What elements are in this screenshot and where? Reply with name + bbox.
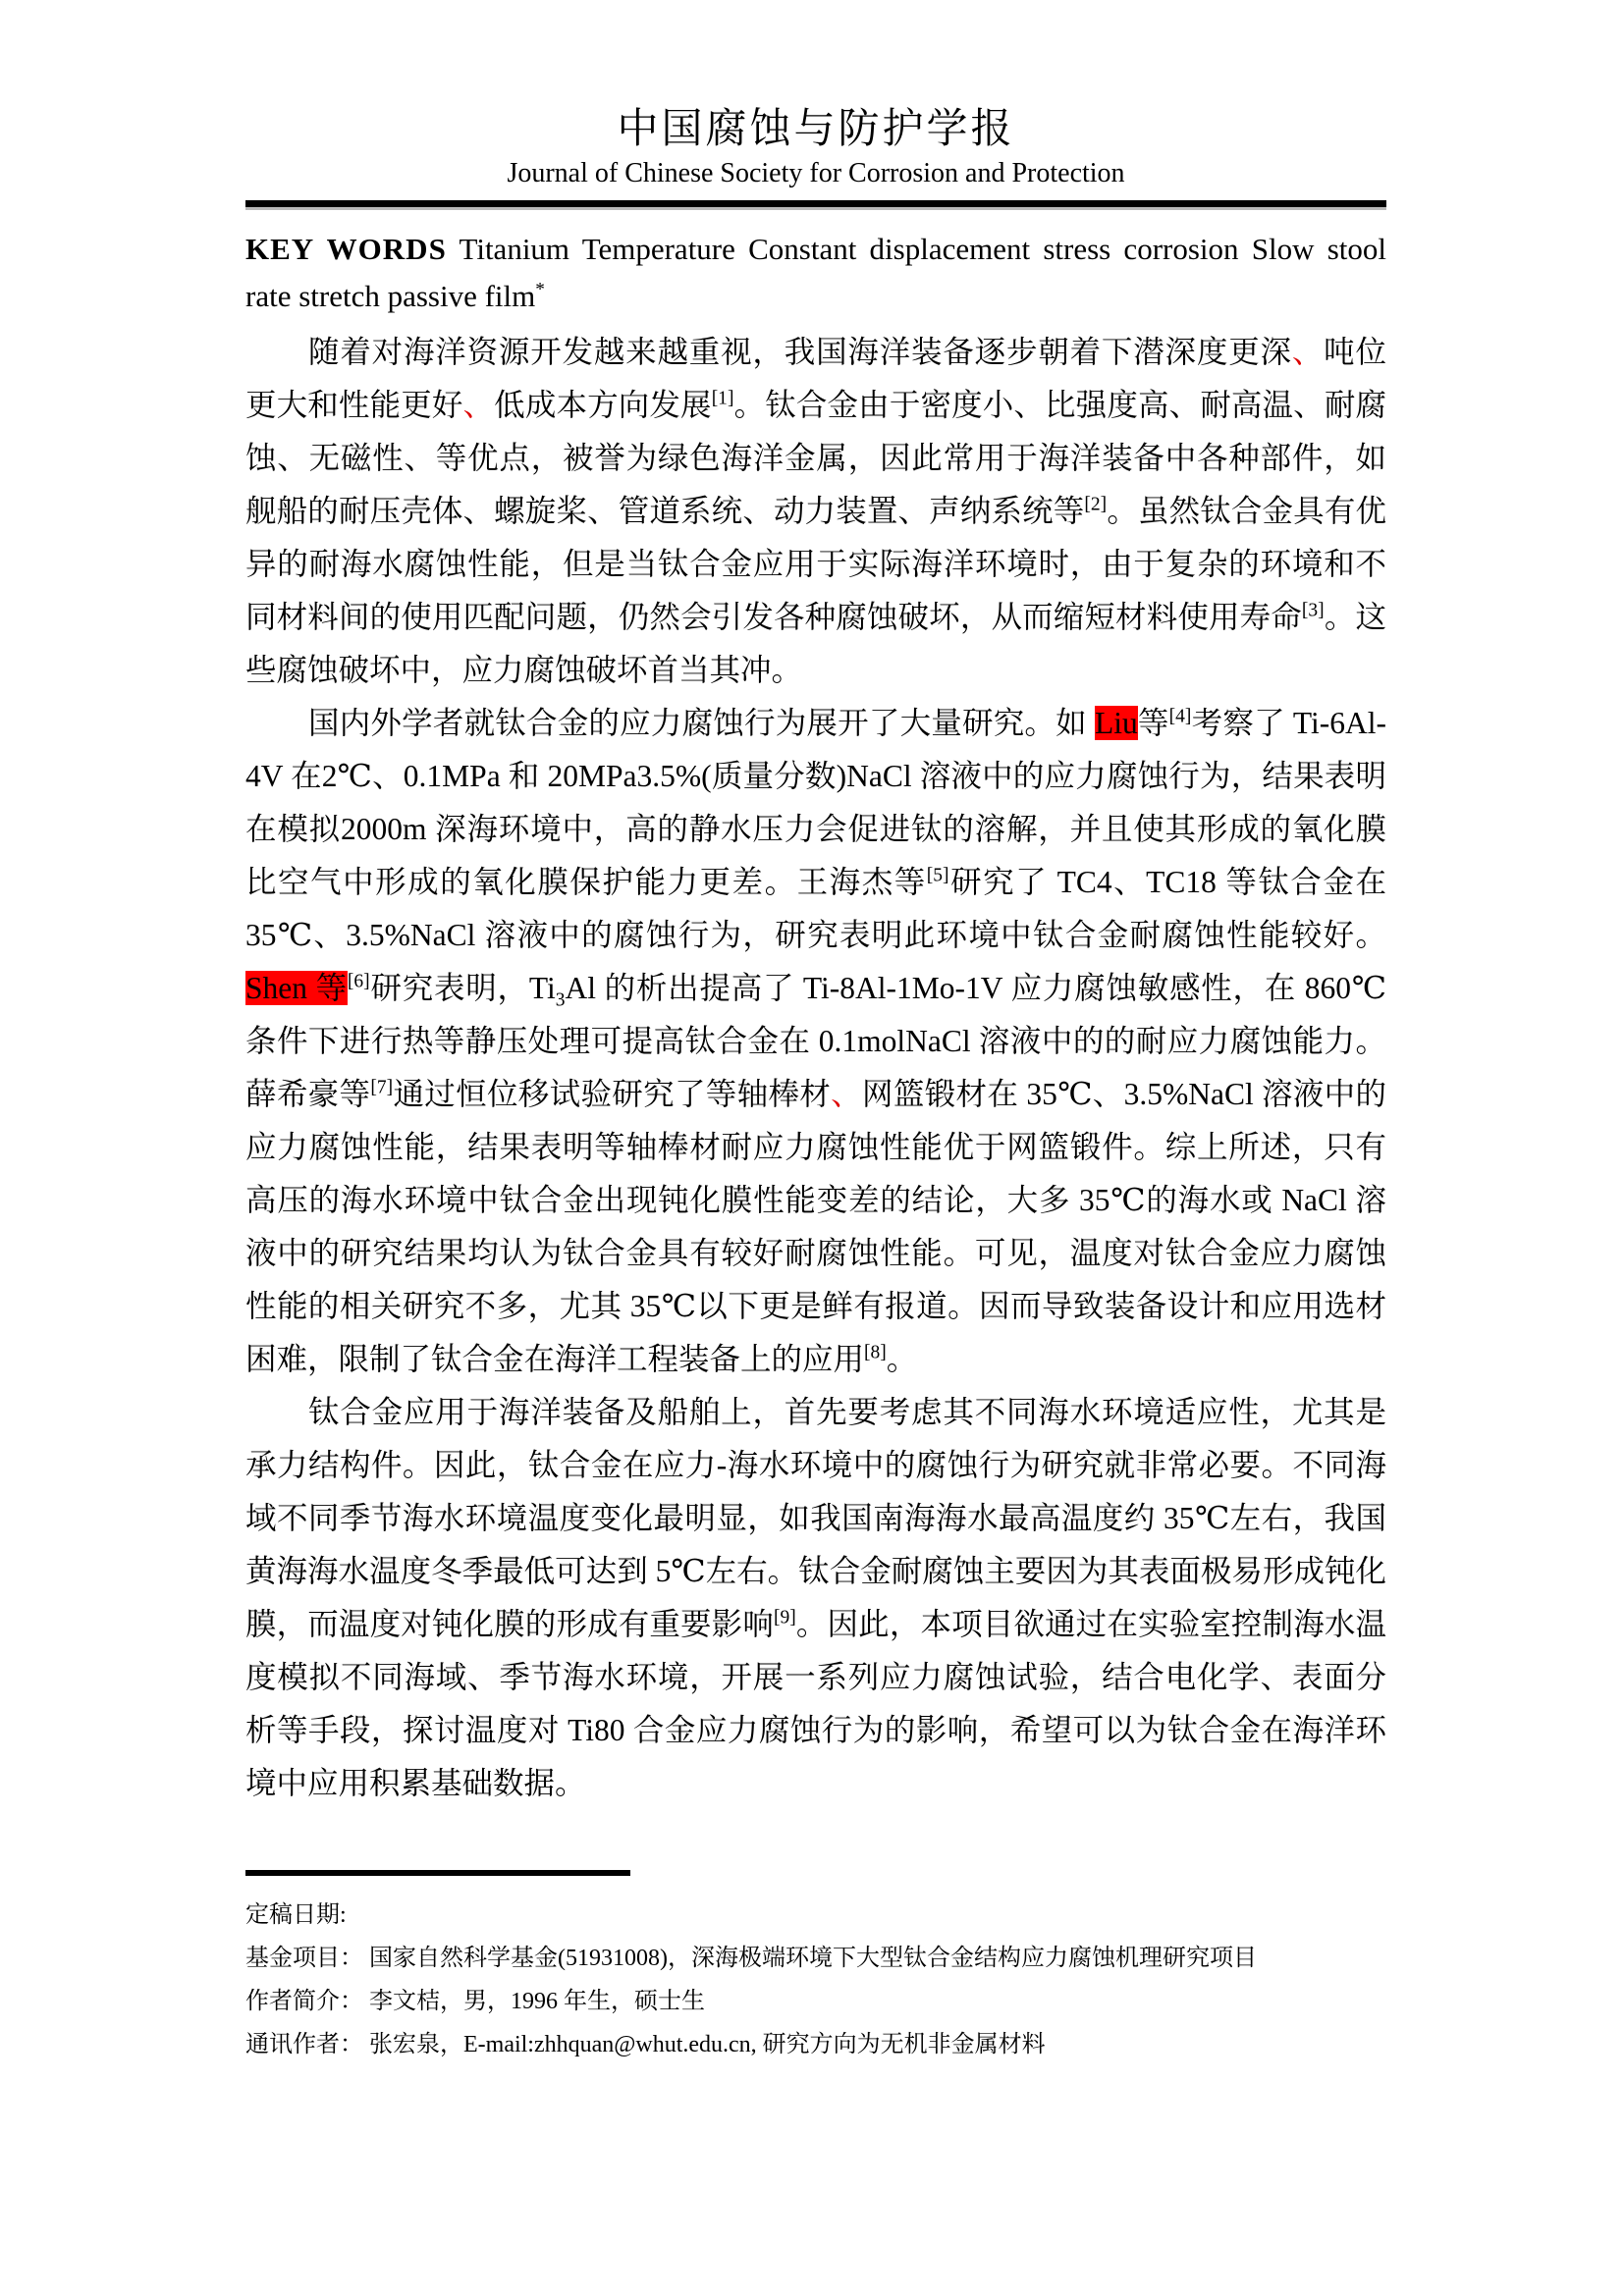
- citation-ref: [3]: [1301, 600, 1325, 621]
- page-content: [245, 106, 1386, 1810]
- footnote-line: [245, 1937, 1386, 1980]
- text-run: 。钛合金由于密度小、比强度高、耐高温、耐腐蚀、无磁性、等优点，被誉为绿色海洋金属，因此常用于海洋装备中各种部件，如舰船的耐压壳体、螺旋桨、管道系统、动力装置、声纳系统等: [245, 388, 1386, 528]
- citation-ref: [4]: [1168, 706, 1192, 727]
- text-run: 等: [1137, 706, 1169, 740]
- text-run: 国内外学者就钛合金的应力腐蚀行为展开了大量研究。如: [308, 706, 1095, 740]
- text-run: 随着对海洋资源开发越来越重视，我国海洋装备逐步朝着下潜深度更深: [308, 335, 1292, 369]
- text-run: 。: [886, 1342, 918, 1376]
- citation-ref: [5]: [926, 865, 949, 886]
- footnote-line: [245, 2023, 1386, 2066]
- header-rule: [245, 200, 1386, 210]
- text-run: 研究表明，Ti: [369, 971, 556, 1005]
- highlighted-text: Liu: [1094, 706, 1138, 740]
- citation-ref: [8]: [864, 1342, 887, 1363]
- keywords-label: KEY WORDS: [245, 232, 447, 266]
- footnote-label: 作者简介：: [245, 1989, 363, 2014]
- footnote-line: [245, 1980, 1386, 2023]
- body-paragraph: [245, 326, 1386, 697]
- red-punctuation: 、: [1291, 335, 1325, 369]
- citation-ref: [6]: [347, 971, 370, 992]
- text-run: 考察了 Ti-6Al-4V 在2℃、0.1MPa 和 20MPa3.5%(质量分数)NaCl 溶液中的应力腐蚀行为，结果表明在模拟2000m 深海环境中，高的静水压力会促进钛的溶解，并且使其形成的氧化膜比空气中形成的氧化膜保护能力更差。王海杰等: [245, 706, 1386, 899]
- text-run: 。虽然钛合金具有优异的耐海水腐蚀性能，但是当钛合金应用于实际海洋环境时，由于复杂的环境和不同材料间的使用匹配问题，仍然会引发各种腐蚀破坏，从而缩短材料使用寿命: [245, 494, 1386, 634]
- text-run: 低成本方向发展: [494, 388, 712, 422]
- text-run: 钛合金应用于海洋装备及船舶上，首先要考虑其不同海水环境适应性，尤其是承力结构件。因此，钛合金在应力-海水环境中的腐蚀行为研究就非常必要。不同海域不同季节海水环境温度变化最明显，如我国南海海水最高温度约 35℃左右，我国黄海海水温度冬季最低可达到 5℃左右。钛合金耐腐蚀主要因为其表面极易形成钝化膜，而温度对钝化膜的形成有重要影响: [245, 1395, 1386, 1641]
- body-paragraph: [245, 697, 1386, 1386]
- footnote-label: 基金项目：: [245, 1946, 363, 1971]
- footnote-text: 张宏泉，E-mail:zhhquan@whut.edu.cn, 研究方向为无机非金属材料: [363, 2032, 1046, 2057]
- footnote-text: 国家自然科学基金(51931008)，深海极端环境下大型钛合金结构应力腐蚀机理研究项目: [363, 1946, 1257, 1971]
- text-run: 。因此，本项目欲通过在实验室控制海水温度模拟不同海域、季节海水环境，开展一系列应力腐蚀试验，结合电化学、表面分析等手段，探讨温度对 Ti80 合金应力腐蚀行为的影响，希望可以为钛合金在海洋环境中应用积累基础数据。: [245, 1607, 1386, 1800]
- text-run: 通过恒位移试验研究了等轴棒材: [393, 1077, 832, 1111]
- citation-ref: [7]: [370, 1077, 394, 1098]
- footnote-label: 通讯作者：: [245, 2032, 363, 2057]
- footnote-label: 定稿日期:: [245, 1902, 347, 1928]
- text-run: 网篮锻材在 35℃、3.5%NaCl 溶液中的应力腐蚀性能，结果表明等轴棒材耐应力腐蚀性能优于网篮锻件。综上所述，只有高压的海水环境中钛合金出现钝化膜性能变差的结论，大多 35℃的海水或 NaCl 溶液中的研究结果均认为钛合金具有较好耐腐蚀性能。可见，温度对钛合金应力腐蚀性能的相关研究不多，尤其 35℃以下更是鲜有报道。因而导致装备设计和应用选材困难，限制了钛合金在海洋工程装备上的应用: [245, 1077, 1386, 1376]
- body-paragraphs: [245, 326, 1386, 1810]
- text-run: Al 的析出提高了 Ti-8Al-1Mo-1V 应力腐蚀敏感性，在 860℃条件下进行热等静压处理可提高钛合金在 0.1molNaCl 溶液中的的耐应力腐蚀能力。薛希豪等: [245, 971, 1386, 1111]
- footnote-text: 李文桔，男，1996 年生，硕士生: [363, 1989, 705, 2014]
- text-run: 研究了 TC4、TC18 等钛合金在 35℃、3.5%NaCl 溶液中的腐蚀行为，研究表明此环境中钛合金耐腐蚀性能较好。: [245, 865, 1386, 952]
- text-run: 吨位更大和性能更好: [245, 335, 1386, 422]
- journal-title-cn: 中国腐蚀与防护学报: [617, 107, 1015, 152]
- journal-title-en: Journal of Chinese Society for Corrosion and Protection: [507, 158, 1125, 188]
- red-punctuation: 、: [462, 388, 495, 422]
- highlighted-text: Shen 等: [245, 971, 348, 1005]
- footnote-line: [245, 1894, 1386, 1937]
- keywords-footnote-marker: *: [535, 279, 545, 300]
- footnote-separator: [245, 1870, 630, 1876]
- text-run: 。这些腐蚀破坏中，应力腐蚀破坏首当其冲。: [245, 600, 1386, 687]
- citation-ref: [9]: [773, 1607, 796, 1629]
- body-paragraph: [245, 1386, 1386, 1810]
- citation-ref: [2]: [1084, 494, 1108, 515]
- footnote-lines: [245, 1894, 1386, 2066]
- keywords-paragraph: [245, 226, 1386, 320]
- red-punctuation: 、: [831, 1077, 862, 1111]
- citation-ref: [1]: [711, 388, 734, 409]
- subscript: 3: [555, 989, 566, 1011]
- footnotes-section: [245, 1870, 1386, 2066]
- keywords-terms: Titanium Temperature Constant displacement stress corrosion Slow stool rate stretch passive film: [245, 232, 1386, 313]
